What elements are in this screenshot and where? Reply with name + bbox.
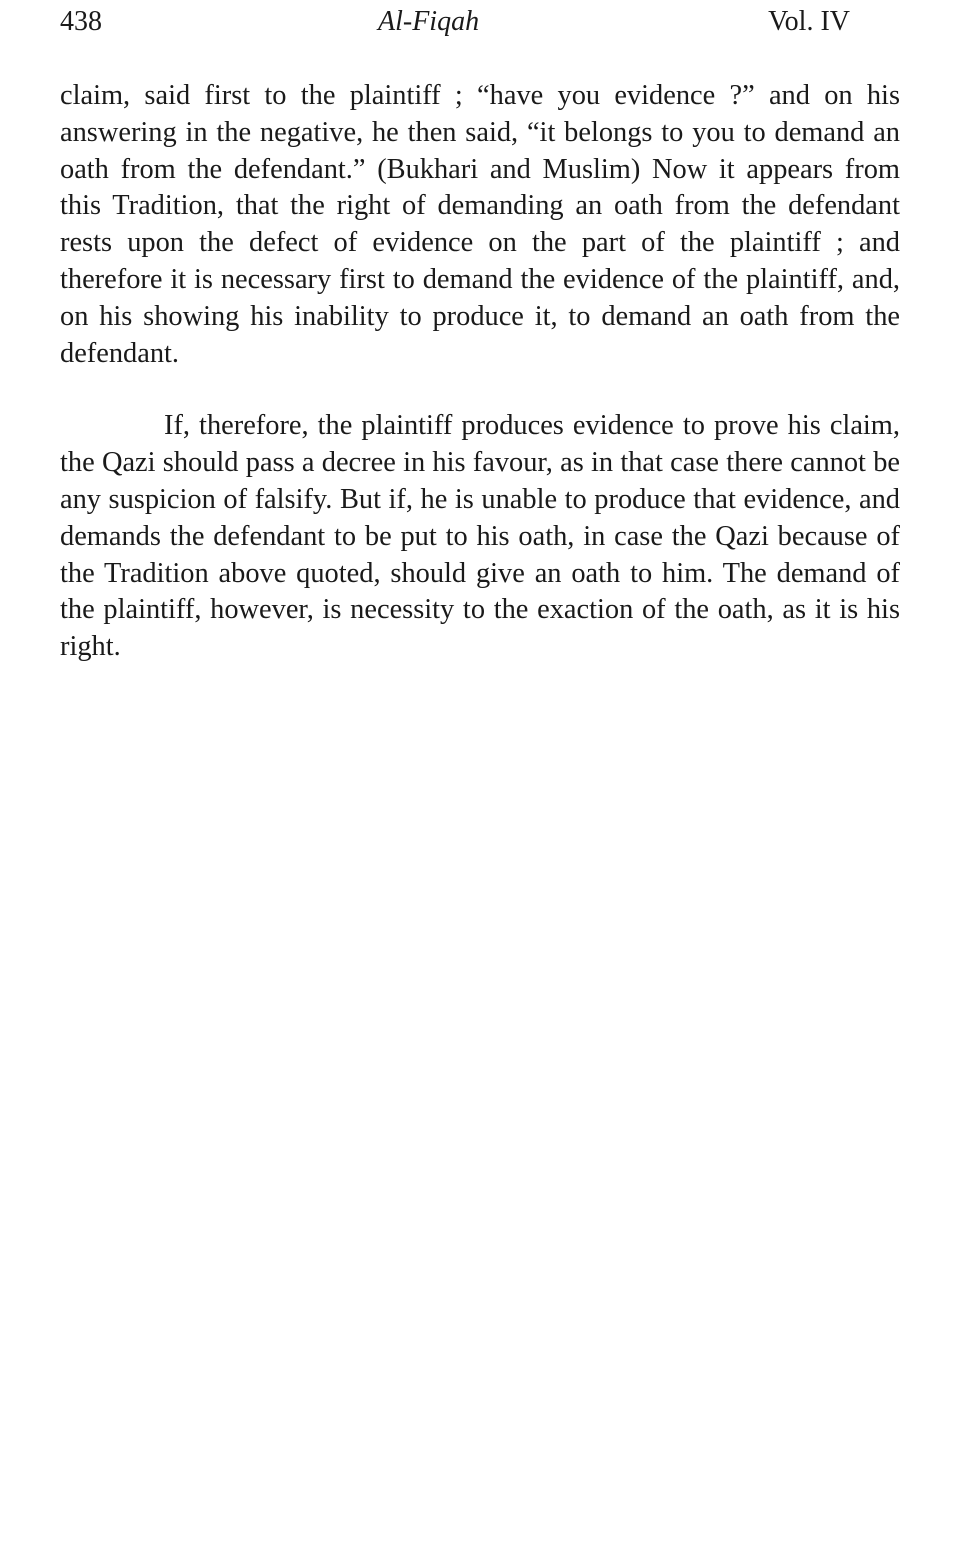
running-head	[60, 4, 850, 44]
book-title: Al-Fiqah	[378, 6, 480, 37]
paragraph-2: If, therefore, the plaintiff produces evidence to prove his claim, the Qazi should pass a decree in his favour, as in that case there cannot be any suspicion of falsify. But if, he is unable to produce that evidence, and demands the defendant to be put to his oath, in case the Qazi because of the Tradition above quoted, should give an oath to him. The demand of the plaintiff, however, is necessity to the exaction of the oath, as it is his right.	[60, 410, 900, 663]
volume-label: Vol. IV	[768, 6, 850, 37]
paragraph-1: claim, said first to the plaintiff ; “have you evidence ?” and on his answering in the negative, he then said, “it belongs to you to demand an oath from the defendant.” (Bukhari and Muslim) Now it appears from this Tradition, that the right of demanding an oath from the defendant rests upon the defect of evidence on the part of the plaintiff ; and therefore it is necessary first to demand the evidence of the plaintiff, and, on his showing his inability to produce it, to demand an oath from the defendant.	[60, 80, 900, 369]
body-text	[60, 78, 900, 666]
page-number: 438	[60, 6, 102, 37]
